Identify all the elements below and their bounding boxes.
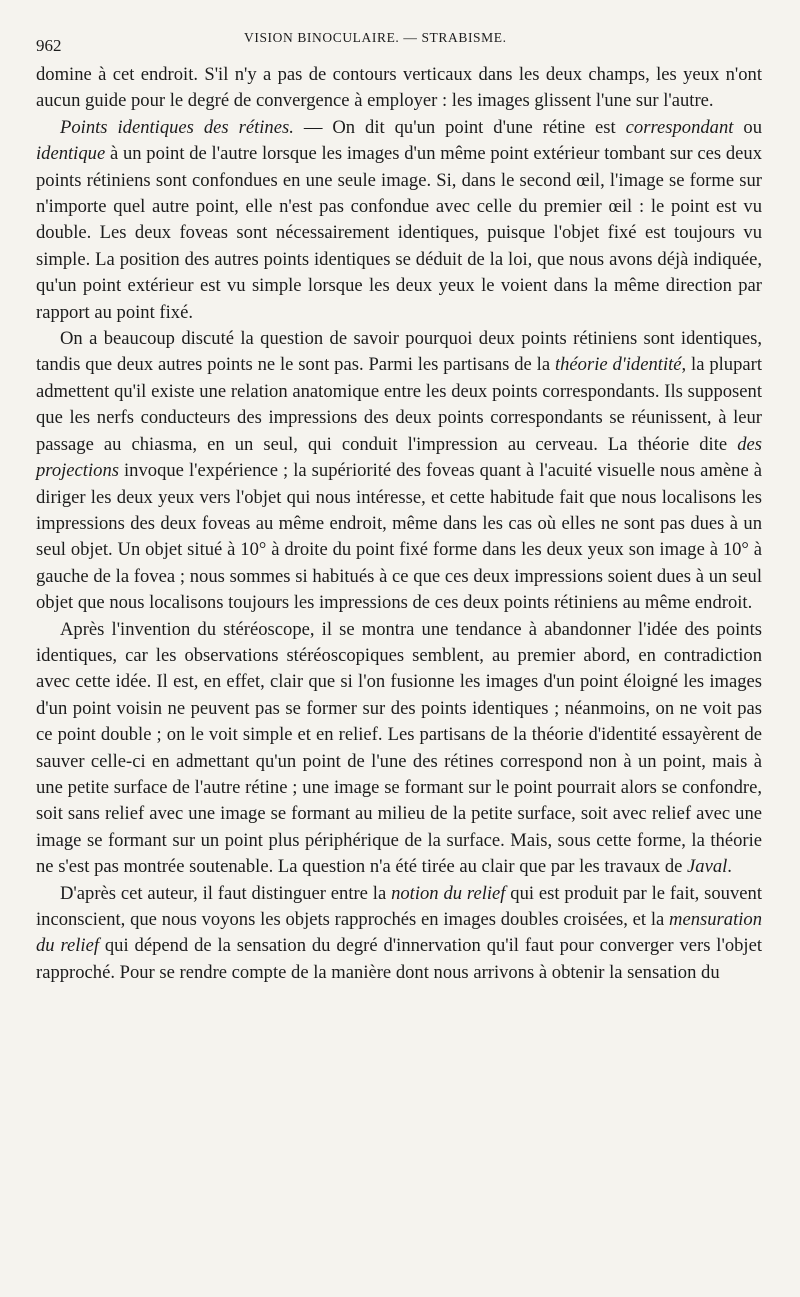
text-run: On a beaucoup discuté la question de savoir pourquoi deux points rétiniens sont identiques, tandis que deux autres points ne le sont pas. Parmi les partisans de la: [36, 328, 762, 376]
paragraph: [36, 62, 762, 115]
paragraph: [36, 881, 762, 987]
text-run: qui dépend de la sensation du degré d'innervation qu'il faut pour converger vers l'objet rapproché. Pour se rendre compte de la manière dont nous arrivons à obtenir la sensation du: [36, 935, 762, 983]
page-number: 962: [36, 36, 62, 55]
italic-text: correspondant: [625, 116, 734, 138]
text-run: qui est produit par le fait, souvent inconscient, que nous voyons les objets rapprochés en images doubles croisées, et la: [36, 882, 762, 930]
text-run: Après l'invention du stéréoscope, il se montra une tendance à abandonner l'idée des points identiques, car les observations stéréoscopiques semblent, au premier abord, en contradiction avec cette idée. Il est, en effet, clair que si l'on fusionne les images d'un point éloigné les images d'un point voisin ne peuvent pas se former sur des points identiques ; néanmoins, on ne voit pas ce point double ; on le voit simple et en relief. Les partisans de la théorie d'identité essayèrent de sauver celle-ci en admettant qu'un point de l'une des rétines correspond non à un point, mais à une petite surface de l'autre rétine ; une image se formant sur le point pourrait alors se confondre, soit sans relief avec une image se formant au milieu de la petite surface, soit avec relief avec une image se formant sur un point plus périphérique de la surface. Mais, sous cette forme, la théorie ne s'est pas montrée soutenable. La question n'a été tirée au clair que par les travaux de: [36, 618, 762, 878]
body-text: [36, 62, 762, 986]
italic-text: Points identiques des rétines.: [60, 116, 294, 138]
paragraph: [36, 115, 762, 326]
italic-text: notion du relief: [391, 882, 506, 904]
text-run: — On dit qu'un point d'une rétine est: [293, 116, 626, 138]
paragraph: [36, 326, 762, 616]
italic-text: identique: [36, 143, 106, 165]
paragraph: [36, 617, 762, 881]
text-run: invoque l'expérience ; la supériorité des foveas quant à l'acuité visuelle nous amène à diriger les deux yeux vers l'objet qui nous intéresse, et cette habitude fait que nous localisons les impressions des deux foveas au même endroit, même dans les cas où elles ne sont pas dues à un seul objet. Un objet situé à 10° à droite du point fixé forme dans les deux yeux son image à 10° à gauche de la fovea ; nous sommes si habitués à ce que ces deux impressions soient dues à un seul objet que nous localisons toujours les impressions de ces deux points rétiniens au même endroit.: [36, 460, 762, 614]
italic-text: théorie d'identité: [554, 354, 682, 376]
text-run: , la plupart admettent qu'il existe une relation anatomique entre les deux points correspondants. Ils supposent que les nerfs conducteurs des impressions des deux points correspondants se réunissent, à leur passage au chiasma, en un seul, qui conduit l'impression au cerveau. La théorie dite: [36, 354, 763, 455]
running-header: [36, 26, 762, 62]
text-run: .: [727, 856, 732, 878]
text-run: D'après cet auteur, il faut distinguer entre la: [60, 882, 392, 904]
text-run: ou: [733, 116, 762, 138]
italic-text: Javal: [687, 856, 728, 878]
text-run: à un point de l'autre lorsque les images d'un même point extérieur tombant sur ces deux points rétiniens sont confondues en une seule image. Si, dans le second œil, l'image se forme sur n'importe quel autre point, elle n'est pas confondue avec celle du premier œil : le point est vu double. Les deux foveas sont nécessairement identiques, puisque l'objet fixé est toujours vu simple. La position des autres points identiques se déduit de la loi, que nous avons déjà indiquée, qu'un point extérieur est vu simple lorsque les deux yeux le voient dans la même direction par rapport au point fixé.: [36, 143, 762, 323]
italic-text: mensuration du relief: [36, 909, 762, 957]
text-run: domine à cet endroit. S'il n'y a pas de contours verticaux dans les deux champs, les yeux n'ont aucun guide pour le degré de convergence à employer : les images glissent l'une sur l'autre.: [36, 64, 762, 112]
running-title: VISION BINOCULAIRE. — STRABISME.: [244, 30, 507, 45]
italic-text: des projections: [36, 433, 762, 482]
